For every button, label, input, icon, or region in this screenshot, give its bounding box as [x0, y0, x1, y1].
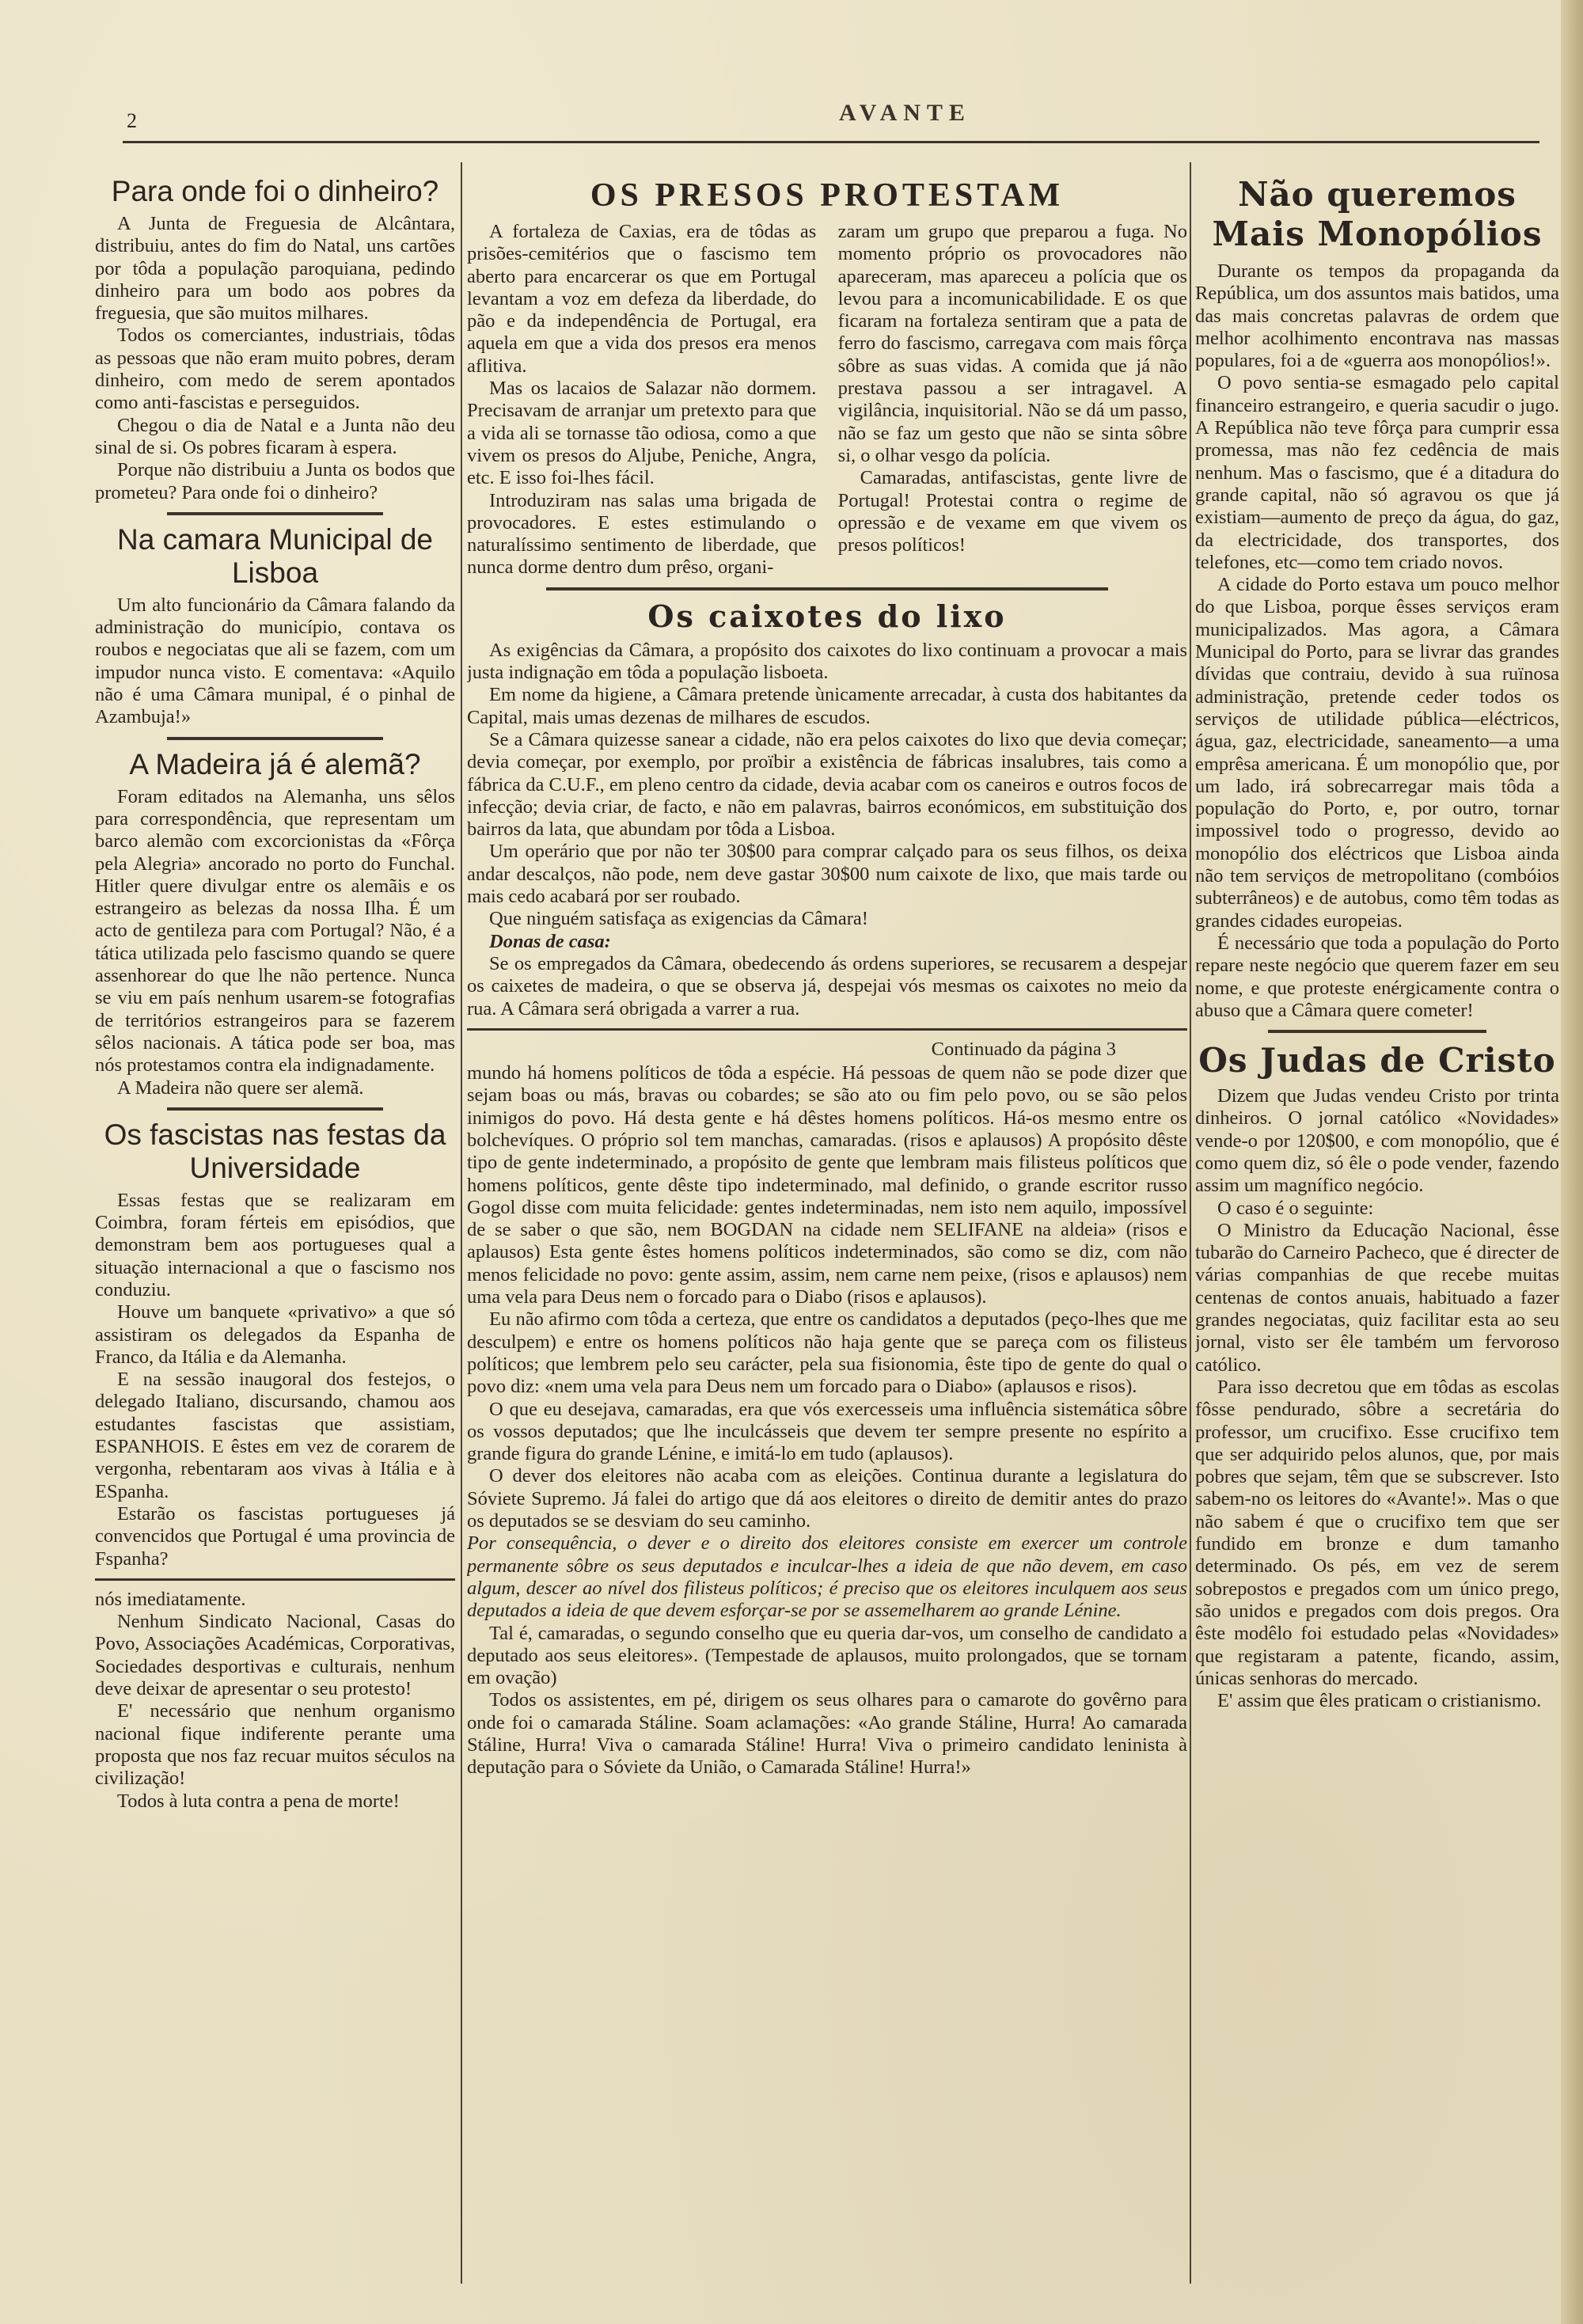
- separator: [467, 1028, 1187, 1031]
- article-title: Os Judas de Cristo: [1198, 1041, 1556, 1080]
- separator: [167, 1107, 383, 1111]
- paragraph: Mas os lacaios de Salazar não dormem. Precisavam de arranjar um pretexto para que a vida ali se tornasse tão odiosa, como a que vivem os presos do Aljube, Peniche, Angra, etc. E isso foi-lhes fácil.: [467, 378, 817, 489]
- paragraph: Essas festas que se realizaram em Coimbra, foram férteis em episódios, que demonstram bem aos portugueses qual a situação internacional a que o fascismo nos conduziu.: [95, 1189, 455, 1301]
- paragraph: A fortaleza de Caxias, era de tôdas as prisões-cemitérios que o fascismo tem aberto para encarcerar os que em Portugal levantam a voz em defeza da liberdade, do pão e da independência de Portugal, era aquela em que a vida dos presos era menos aflitiva.: [467, 221, 817, 377]
- paragraph: As exigências da Câmara, a propósito dos caixotes do lixo continuam a provocar a mais justa indignação em tôda a população lisboeta.: [467, 639, 1187, 684]
- paragraph: Chegou o dia de Natal e a Junta não deu sinal de si. Os pobres ficaram à espera.: [95, 414, 455, 458]
- paragraph: A Junta de Freguesia de Alcântara, distribuiu, antes do fim do Natal, uns cartões por tôda a população paroquiana, pedindo dinheiro para um bodo aos pobres da freguesia, que são muitos milhares.: [95, 213, 455, 325]
- paragraph: A Madeira não quere ser alemã.: [117, 1077, 364, 1099]
- paragraph: É necessário que toda a população do Porto repare neste negócio que querem fazer em seu nome, e que proteste enérgicamente contra o abuso que a Câmara quere cometer!: [1195, 932, 1559, 1021]
- paragraph: Nenhum Sindicato Nacional, Casas do Povo, Associações Académicas, Corporativas, Sociedades desportivas e culturais, nenhum deve deixar de apresentar o seu protesto!: [95, 1611, 455, 1700]
- paragraph: Se a Câmara quizesse sanear a cidade, não era pelos caixotes do lixo que devia começar; devia começar, por exemplo, por proïbir a existência de fábricas insalubres, tais como a fábrica da C.U.F., em pleno centro da cidade, devia acabar com os caneiros e outros focos de infecção; devia criar, de facto, e não em palavras, bairros económicos, em substituição dos bairros da lata, que abundam por tôda a Lisboa.: [467, 728, 1187, 841]
- separator: [546, 587, 1108, 590]
- right-column: [1195, 170, 1559, 2276]
- paragraph: Para isso decretou que em tôdas as escolas fôsse pendurado, sôbre a secretária do professor, um crucifixo. Esse crucifixo tem que ser adquirido pelos alunos, que, por mais pobres que sejam, têm que se subscrever. Isto sabem-no os leitores do «Avante!». Mas o que não sabem é que o crucifixo tem que ser fundido em bronze e dum tamanho determinado. Os pés, em vez de serem sobrepostos e pregados com um único prego, são unidos e pregados com dois pregos. Ora êste modêlo foi estudado pelas «Novidades» que registaram a patente, ficando, assim, únicas senhoras do mercado.: [1195, 1376, 1559, 1689]
- paragraph: E' necessário que nenhum organismo nacional fique indiferente perante uma proposta que nos faz recuar muitos séculos na civilização!: [95, 1700, 455, 1790]
- center-column: [467, 170, 1187, 2276]
- separator: [95, 1578, 455, 1581]
- paragraph: Estarão os fascistas portugueses já convencidos que Portugal é uma provincia de Fspanha?: [95, 1502, 455, 1570]
- text-column: [467, 221, 816, 579]
- article-presos: [467, 175, 1187, 579]
- article-universidade: [95, 1118, 455, 1570]
- paragraph: nós imediatamente.: [95, 1588, 246, 1610]
- paragraph: Se os empregados da Câmara, obedecendo ás ordens superiores, se recusarem a despejar os caixetes de madeira, o que se observa já, despejai vós mesmas os caixotes no meio da rua. A Câmara será obrigada a varrer a rua.: [467, 952, 1187, 1020]
- article-title: [1195, 175, 1559, 254]
- paragraph: O dever dos eleitores não acaba com as eleições. Continua durante a legislatura do Sóviete Supremo. Já falei do artigo que dá aos eleitores o direito de demitir antes do prazo os deputados se se desviam do seu caminho.: [467, 1465, 1187, 1532]
- page-edge: [1561, 0, 1583, 2324]
- paragraph: Um alto funcionário da Câmara falando da administração do município, contava os roubos e negociatas que ali se fazem, com um impudor nunca visto. E comentava: «Aquilo não é uma Câmara munipal, é o pinhal de Azambuja!»: [95, 594, 455, 728]
- paragraph: Todos os assistentes, em pé, dirigem os seus olhares para o camarote do govêrno para onde foi o camarada Stáline. Soam aclamações: «Ao grande Stáline, Hurra! Ao camarada Stáline, Hurra! Viva o camarada Stáline! Hurra! Viva o primeiro candidato leninista à deputação para o Sóviete da União, o Camarada Stáline! Hurra!»: [467, 1689, 1187, 1779]
- subheading: Donas de casa:: [489, 930, 611, 952]
- paragraph: Introduziram nas salas uma brigada de provocadores. E estes estimulando o naturalíssimo sentimento de liberdade, que nunca dorme dentro dum prêso, organi-: [467, 489, 817, 579]
- paragraph: zaram um grupo que preparou a fuga. No momento próprio os provocadores não apareceram, mas apareceu a polícia que os levou para a incomunicabilidade. E os que ficaram na fortaleza sentiram que a pata de ferro do fascismo, carregava com mais fôrça sôbre as suas vidas. A comida que já não prestava passou a ser intragavel. A vigilância, inquisitorial. Não se dá um passo, não se faz um gesto que não se sinta sôbre si, o olhar vesgo da polícia.: [837, 221, 1187, 466]
- header-rule: [123, 141, 1539, 143]
- left-column: [95, 170, 455, 2276]
- italic-paragraph: Por consequência, o dever e o direito dos eleitores consiste em exercer um controle permanente sôbre os seus deputados e inculcar-lhes a ideia de que não devem, em caso algum, descer ao nível dos filisteus políticos; é preciso que os eleitores inculquem aos seus deputados a ideia de que devem esforçar-se por se assemelharem ao grande Lénine.: [467, 1532, 1187, 1622]
- page-number: 2: [127, 109, 137, 132]
- paragraph: Todos os comerciantes, industriais, tôdas as pessoas que não eram muito pobres, deram dinheiro, com medo de serem apontados como anti-fascistas e perseguidos.: [95, 325, 455, 414]
- paragraph: O caso é o seguinte:: [1217, 1197, 1374, 1219]
- article-camara: [95, 523, 455, 729]
- paragraph: Houve um banquete «privativo» a que só assistiram os delegados da Espanha de Franco, da Itália e da Alemanha.: [95, 1301, 455, 1368]
- article-madeira: [95, 748, 455, 1099]
- article-title: Os fascistas nas festas da Universidade: [104, 1118, 446, 1184]
- article-title: Para onde foi o dinheiro?: [111, 175, 439, 207]
- paragraph: Foram editados na Alemanha, uns sêlos para correspondência, que representam um barco alemão com excorcionistas da «Fôrça pela Alegria» ancorado no porto do Funchal. Hitler quere divulgar entre os alemãis e os estrangeiro as belezas da nossa Ilha. É um acto de gentileza para com Portugal? Não, é a tática utilizada pelo fascismo quando se quere assenhorear do que lhe não pertence. Nunca se viu em país nenhum usarem-se fotografias de territórios estrangeiros para se fazerem sêlos nacionais. A tática pode ser boa, mas nós protestamos contra ela indignadamente.: [95, 785, 455, 1077]
- article-title: Na camara Municipal de Lisboa: [117, 522, 433, 589]
- paragraph: Eu não afirmo com tôda a certeza, que entre os candidatos a deputados (peço-lhes que me desculpem) e entre os homens políticos não haja gente que se pareça com os filisteus políticos; que lembrem pelo seu carácter, pela sua fisionomia, êste tipo de gente do qual o povo diz: «nem uma vela para Deus nem um forcado para o Diabo» (aplausos e risos).: [467, 1308, 1187, 1398]
- paragraph: Durante os tempos da propaganda da República, um dos assuntos mais batidos, uma das mais concretas palavras de ordem que melhor acolhimento encontrava nas massas populares, foi a de «guerra aos monopólios!».: [1195, 260, 1559, 372]
- paragraph: A cidade do Porto estava um pouco melhor do que Lisboa, porque êsses serviços eram municipalizados. Mas agora, a Câmara Municipal do Porto, para se livrar das grandes dívidas que contraiu, devido à sua ruïnosa administração, pretende ceder todos os serviços de utilidade pública—eléctricos, água, gaz, electricidade, saneamento—a uma emprêsa americana. É um monopólio que, por um lado, irá sobrecarregar mais tôda a população do Porto, e, por outro, tornar impossivel todo o progresso, devido ao monopólio dos eléctricos que Lisboa ainda não tem serviços de metropolitano (combóios subterrâneos) e de autobus, como têm todas as grandes cidades europeias.: [1195, 574, 1559, 932]
- paragraph: Dizem que Judas vendeu Cristo por trinta dinheiros. O jornal católico «Novidades» vende-o por 120$00, e com monopólio, que é como quem diz, só êle o pode vender, fazendo assim um magnífico negócio.: [1195, 1085, 1559, 1197]
- paragraph: Todos à luta contra a pena de morte!: [117, 1790, 400, 1812]
- article-dinheiro: [95, 175, 455, 504]
- article-judas: [1195, 1041, 1559, 1712]
- separator: [167, 737, 383, 740]
- article-title: Os caixotes do lixo: [647, 598, 1007, 634]
- paragraph: Um operário que por não ter 30$00 para comprar calçado para os seus filhos, os deixa andar descalços, não pode, nem deve gastar 30$00 num caixote de lixo, que mais tarde ou mais cedo acabará por ser roubado.: [467, 841, 1187, 908]
- article-monopolios: [1195, 175, 1559, 1022]
- title-line: Mais Monopólios: [1212, 215, 1543, 253]
- article-pena-de-morte: [95, 1589, 455, 1813]
- continuation-note: Continuado da página 3: [931, 1038, 1116, 1060]
- article-title: A Madeira já é alemã?: [129, 747, 421, 780]
- article-title: OS PRESOS PROTESTAM: [590, 177, 1065, 214]
- paragraph: E' assim que êles praticam o cristianismo.: [1217, 1690, 1542, 1712]
- paragraph: Camaradas, antifascistas, gente livre de Portugal! Protestai contra o regime de opressão e de vexame em que vivem os presos políticos!: [837, 467, 1187, 556]
- paragraph: O povo sentia-se esmagado pelo capital financeiro estrangeiro, e queria sacudir o jugo. A República não teve fôrça para cumprir essa promessa, mas não fez cedência de mais nenhum. Mas o fascismo, que é a ditadura do grande capital, não só agravou os que já existiam—aumento de preço da água, do gaz, da electricidade, dos transportes, dos telefones, etc—como tem criado novos.: [1195, 372, 1559, 573]
- paragraph: mundo há homens políticos de tôda a espécie. Há pessoas de quem não se pode dizer que sejam boas ou más, bravas ou cobardes; se são ato ou fim pelo povo, ou se são pelos inimigos do povo. Há desta gente e há dêstes homens políticos. Há-os mesmo entre os bolchevíques. O próprio sol tem manchas, camaradas. (risos e aplausos) A propósito dêste tipo de gente indeterminado, a propósito de gente que lembram mais filisteus políticos que homens políticos, gente dêste tipo indeterminado, mal definido, o grande escritor russo Gogol disse com muita felicidade: gentes indeterminadas, nem isto nem aquilo, impossível de se saber o que são, nem BOGDAN na cidade nem SELIFANE na aldeia» (risos e aplausos) Esta gente êstes homens políticos indeterminados, são como se diz, com não menos felicidade no povo: gente assim, assim, nem carne nem peixe, (risos e aplausos) nem uma vela para Deus nem o forcado para o Diabo (risos e aplausos).: [467, 1062, 1187, 1308]
- title-line: Não queremos: [1238, 175, 1517, 214]
- column-rule: [1190, 162, 1191, 2284]
- column-rule: [461, 162, 462, 2284]
- text-column: [838, 221, 1187, 579]
- paragraph: Tal é, camaradas, o segundo conselho que eu queria dar-vos, um conselho de candidato a deputado aos seus eleitores». (Tempestade de aplausos, muito prolongados, que se tornam em ovação): [467, 1622, 1187, 1689]
- paragraph: Porque não distribuiu a Junta os bodos que prometeu? Para onde foi o dinheiro?: [95, 459, 455, 503]
- separator: [167, 512, 383, 515]
- two-column-text: [467, 221, 1187, 579]
- paragraph: Que ninguém satisfaça as exigencias da Câmara!: [489, 908, 868, 930]
- article-caixotes: [467, 598, 1187, 1020]
- paragraph: O Ministro da Educação Nacional, êsse tubarão do Carneiro Pacheco, que é directer de várias companhias de que recebe muitas centenas de contos anuais, habituado a fazer grandes negociatas, quiz facilitar esta ao seu jornal, visto ser êle também um fervoroso católico.: [1195, 1219, 1559, 1376]
- paragraph: Em nome da higiene, a Câmara pretende ùnicamente arrecadar, à custa dos habitantes da Capital, mais umas dezenas de milhares de escudos.: [467, 684, 1187, 728]
- masthead: AVANTE: [839, 100, 971, 126]
- article-stalin-speech: [467, 1039, 1187, 1779]
- separator: [1268, 1030, 1486, 1033]
- paragraph: O que eu desejava, camaradas, era que vós exercesseis uma influência sistemática sôbre os vossos deputados; que lhe inculcásseis que devem ter sempre presente no espírito a grande figura do grande Lénine, e imitá-lo em tudo (aplausos).: [467, 1398, 1187, 1465]
- paragraph: E na sessão inaugoral dos festejos, o delegado Italiano, discursando, chamou aos estudantes fascistas que assistiam, ESPANHOIS. E êstes em vez de corarem de vergonha, rebentaram aos vivas à Itália e à ESpanha.: [95, 1369, 455, 1502]
